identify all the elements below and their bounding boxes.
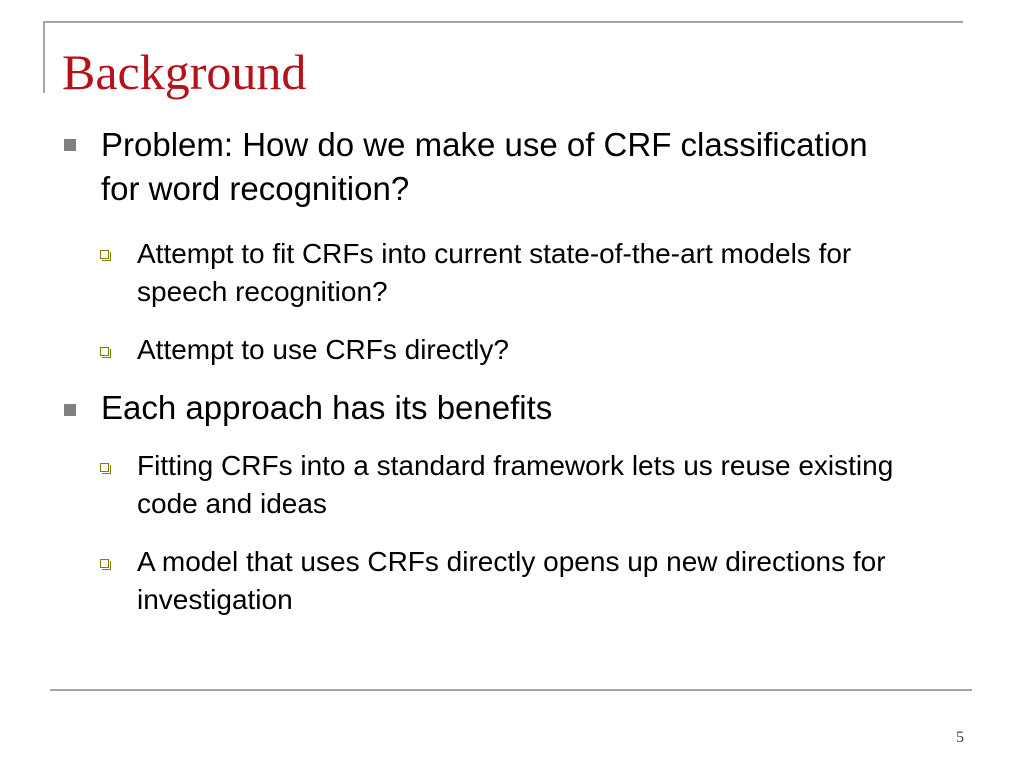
footer-rule [50, 689, 972, 691]
hollow-square-bullet-icon [100, 559, 109, 568]
bullet-item-benefits: Each approach has its benefits [101, 389, 553, 426]
slide-title: Background [62, 44, 307, 100]
square-bullet-icon [64, 404, 76, 416]
hollow-square-bullet-icon [100, 463, 109, 472]
hollow-square-bullet-icon [100, 250, 109, 259]
title-frame-top-rule [43, 21, 963, 23]
sub-bullet-item-fit-crfs: Attempt to fit CRFs into current state-of-the-art models for speech recognition? [137, 238, 852, 307]
title-frame-left-rule [43, 21, 45, 93]
hollow-square-bullet-icon [100, 347, 109, 356]
sub-bullet-item-use-crfs: Attempt to use CRFs directly? [137, 334, 509, 365]
sub-bullet-item-new-directions: A model that uses CRFs directly opens up new directions for investigation [137, 546, 886, 615]
sub-bullet-item-standard-framework: Fitting CRFs into a standard framework lets us reuse existing code and ideas [137, 450, 894, 519]
bullet-item-problem: Problem: How do we make use of CRF classification for word recognition? [101, 126, 868, 207]
square-bullet-icon [64, 139, 76, 151]
page-number: 5 [956, 729, 964, 746]
